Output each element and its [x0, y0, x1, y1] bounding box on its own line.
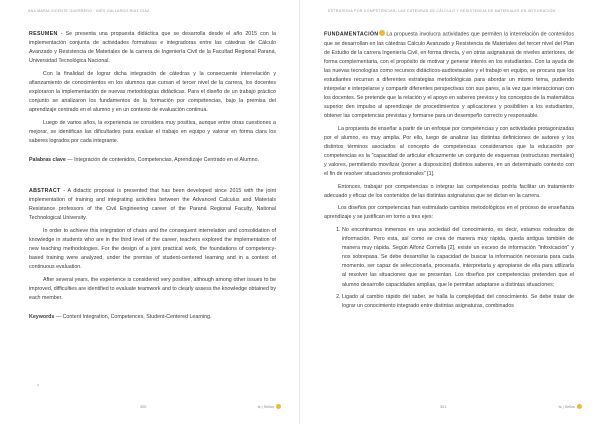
resumen-paragraph-2: Con la finalidad de lograr dicha integración de cátedras y la consecuente interrelación y afianzamiento de conocimientos en los alumnos que cursan el tercer nivel de la carrera, los docentes exploraron la implementación de nuevas metodologías didácticas. Para el diseño de un trabajo práctico conjunto se analizaron los fundamentos de la formación por competencias, bajo la premisa del aprendizaje centrado en el alumno y en un contexto de evaluación continua.: [29, 70, 276, 114]
abstract-paragraph-2: In order to achieve this integration of chairs and the consequent interrelation and consolidation of knowledge in students who are in the third level of the career, teachers explored the implementation of new teaching methodologies. For the design of a joint practical work, the foundations of competency-based training were analyzed, under the premise of student-centered learning and in a context of continuous evaluation.: [29, 227, 276, 271]
keywords-es-label: Palabras clave: [29, 156, 66, 163]
footer-brand-left: [258, 404, 281, 409]
fundamentacion-label: FUNDAMENTACIÓN: [324, 31, 379, 38]
brand-text-left: ts | Sellos: [257, 404, 274, 409]
keywords-en-text: — Content Integration, Competences, Student-Centered Learning.: [55, 313, 212, 320]
sun-logo-icon: [577, 404, 582, 409]
abstract-paragraph-1: [29, 187, 276, 223]
sun-bullet-icon: [379, 30, 385, 36]
keywords-es: [29, 156, 276, 165]
fundamentacion-paragraph-1: [324, 30, 574, 121]
right-column: [324, 30, 574, 314]
axes-list: [324, 226, 574, 311]
resumen-label: RESUMEN: [29, 31, 58, 37]
running-head-left: ANA MARÍA VICENTE GUERRERO · INÉS GALLARDO RUIZ DÍAZ: [28, 9, 150, 13]
abstract-text-1: - A didactic proposal is presented that has been developed since 2015 with the joint implementation of training and integrating activities between the Advanced Calculus and Materials Resistance professors of the Civil Engineering career of the Paraná Regional Faculty, National Technological University.: [29, 188, 276, 222]
right-page: [300, 0, 600, 424]
footer-brand-right: [559, 404, 582, 409]
list-item: 2. Ligado al cambio rápido del saber, se halla la complejidad del conocimiento. Se debe tratar de lograr un conocimiento integrado entre distintas asignaturas, combinados: [342, 293, 574, 311]
running-head-right: ESTRATEGIA POR COMPETENCIAS: LAS CÁTEDRAS DE CÁLCULO Y RESISTENCIA DE MATERIALES EN INTEGRACIÓN: [328, 9, 556, 13]
resumen-paragraph-3: Luego de varios años, la experiencia se considera muy positiva, aunque entre otras cuestiones a mejorar, se identifican las dificultades para evaluar el trabajo en equipo y valorar en forma clara los saberes logrados por cada integrante.: [29, 119, 276, 144]
left-column: [29, 30, 276, 325]
resumen-paragraph-1: [29, 30, 276, 66]
bottom-mark: o: [37, 382, 40, 387]
sun-logo-icon: [276, 404, 281, 409]
keywords-en-label: Keywords: [29, 313, 55, 320]
abstract-label: ABSTRACT: [29, 188, 61, 194]
keywords-es-text: — Integración de contenidos, Competencias, Aprendizaje Centrado en el Alumno.: [67, 156, 259, 163]
fundamentacion-paragraph-3: Entonces, trabajar por competencias o integrar las competencias podría facilitar un tratamiento adecuado y eficaz de los contenidos de las distintas asignaturas que se dictan en la carrera.: [324, 183, 574, 199]
fundamentacion-text-1: La propuesta involucra actividades que permiten la interrelación de contenidos que se desarrollan en las cátedras Cálculo Avanzado y Resistencia de Materiales del tercer nivel del Plan de Estudio de la carrera Ingeniería Civil, en forma directa, y en otras asignaturas de niveles anteriores, de forma complementaria, con el propósito de motivar y generar interés en los estudiantes. Con la ayuda de las nuevas tecnologías como recursos didácticos-audiovisuales y el trabajo en equipo, se procura que los estudiantes recurran a diferentes estrategias metodológicas para abordar un mismo tema, pudiendo interpelar e interpelarse y compartir diferentes perspectivas con sus pares, a la vez que interaccionan con los docentes. Se pretende que la relación y el apoyo en saberes previos y los conceptos de la matemática superior den impulso al aprendizaje de procedimientos y aplicaciones y posibiliten a los estudiantes, obtener las competencias previstas y formarse para un desempeño correcto y responsable.: [324, 31, 574, 120]
abstract-paragraph-3: After several years, the experience is considered very positive, although among other issues to be improved, difficulties are identified to evaluate teamwork and to clearly assess the knowledge obtained by each member.: [29, 276, 276, 301]
fundamentacion-paragraph-4: Los diseños por competencias han estimulado cambios metodológicos en el proceso de enseñanza aprendizaje y se justifican en torno a tres ejes:: [324, 205, 574, 221]
list-item: 1. No encontramos inmersos en una sociedad del conocimiento, es decir, estamos rodeados de información. Pero esta, así como se crea de manera muy rápida, queda antigua también de manera muy rápida. Según Alfonz Cornella [2], existe un exceso de información "infoxicación" y nos sobrepasa. Se debe desarrollar la capacidad de buscar la información necesaria para cada momento, ser capaz de seleccionarla, procesarla, interpretarla y apropiarse de ella para utilizarla al resolver las situaciones que se presentan. Los diseños por competencias pretenden que el alumno desarrolle capacidades amplias, que le permitan adaptarse a distintas situaciones;: [342, 226, 574, 290]
keywords-en: [29, 313, 276, 322]
brand-text-right: ts | Sellos: [558, 404, 575, 409]
page-number-left: 300: [140, 405, 147, 409]
resumen-text-1: - Se presenta una propuesta didáctica que se desarrolla desde el año 2015 con la implementación conjunta de actividades formativas e integradoras entre las cátedras de Cálculo Avanzado y Resistencia de Materiales de la carrera de Ingeniería Civil de la Facultad Regional Paraná, Universidad Tecnológica Nacional.: [29, 31, 276, 65]
fundamentacion-paragraph-2: La propuesta de enseñar a partir de un enfoque por competencias y con actividades protagonizadas por el alumno, es muy amplia. Por ello, luego de analizar las distintas definiciones de autores y los distintos términos asociados al concepto de competencias consideramos que la educación por competencias es la "capacidad de articular eficazmente un conjunto de esquemas (estructuras mentales) y valores, permitiendo movilizar (poner a disposición) distintos saberes, en un determinado contexto con el fin de resolver situaciones profesionales" [1].: [324, 125, 574, 178]
page-number-right: 301: [440, 405, 447, 409]
